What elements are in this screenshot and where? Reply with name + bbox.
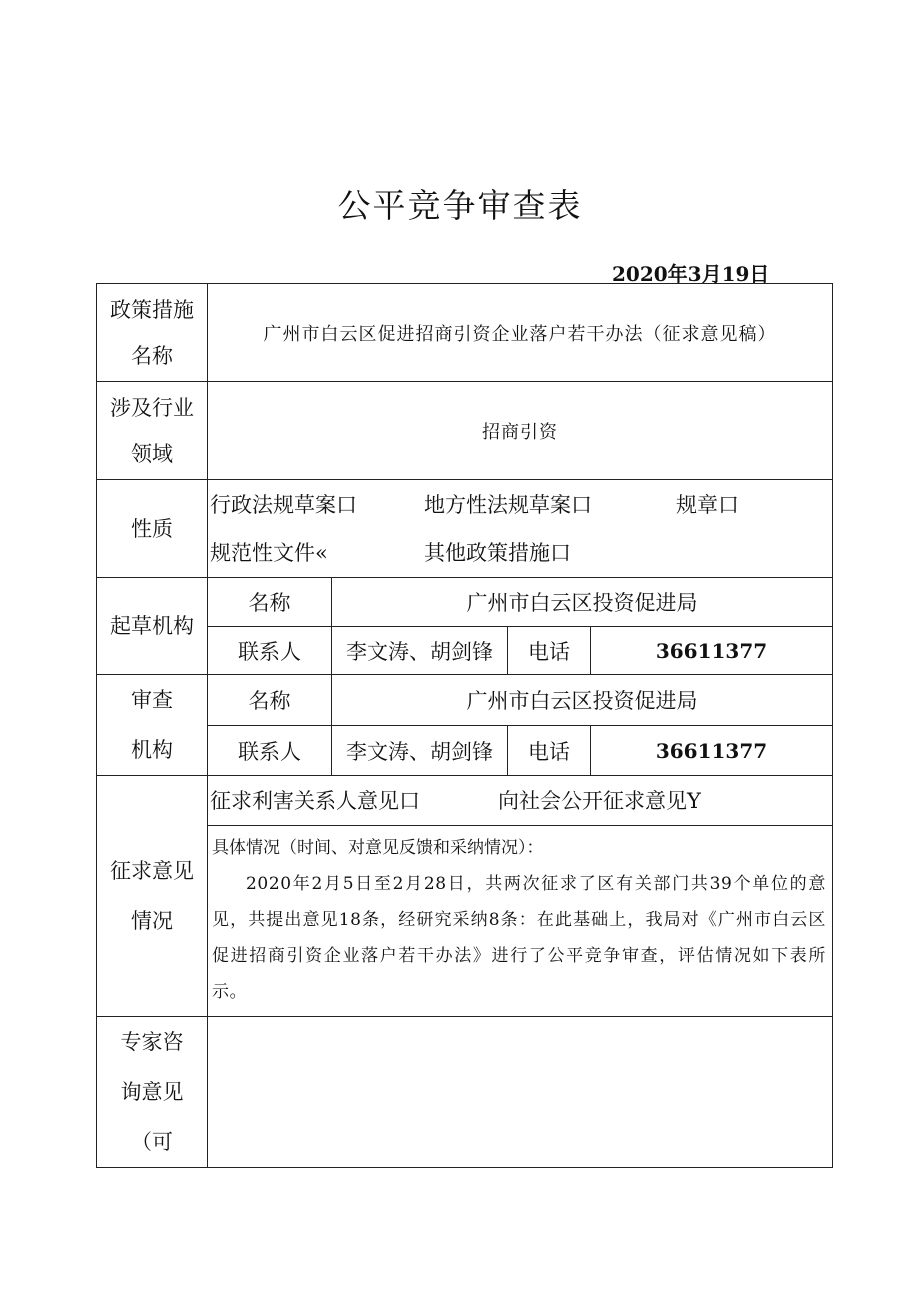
review-name-label: 名称 — [208, 675, 332, 726]
policy-name-value: 广州市白云区促进招商引资企业落户若干办法（征求意见稿） — [208, 284, 833, 382]
row-consultation-detail — [97, 826, 833, 1017]
nature-option-other-measures[interactable]: 其他政策措施口 — [424, 540, 571, 565]
consultation-options — [208, 776, 833, 826]
review-form-table — [96, 283, 833, 1168]
row-policy-name — [97, 284, 833, 382]
row-drafting-name — [97, 578, 833, 627]
consultation-label: 征求意见 情况 — [97, 776, 208, 1017]
drafting-phone-value: 36611377 — [591, 627, 833, 675]
row-consultation-options — [97, 776, 833, 826]
expert-label: 专家咨 询意见 （可 — [97, 1017, 208, 1168]
industry-value: 招商引资 — [208, 382, 833, 480]
review-contact-value: 李文涛、胡剑锋 — [332, 726, 508, 776]
nature-option-normative-document[interactable]: 规范性文件« — [210, 540, 328, 565]
page-title: 公平竞争审查表 — [337, 186, 583, 225]
consult-option-stakeholders[interactable]: 征求利害关系人意见口 — [210, 788, 420, 813]
consultation-detail — [208, 826, 833, 1017]
drafting-contact-label: 联系人 — [208, 627, 332, 675]
nature-label: 性质 — [97, 480, 208, 578]
consult-option-public[interactable]: 向社会公开征求意见Y — [498, 788, 701, 813]
nature-option-rules[interactable]: 规章口 — [676, 492, 739, 517]
review-contact-label: 联系人 — [208, 726, 332, 776]
nature-option-admin-regulation[interactable]: 行政法规草案口 — [210, 492, 357, 517]
nature-options — [208, 480, 833, 578]
row-expert — [97, 1017, 833, 1168]
drafting-phone-label: 电话 — [508, 627, 591, 675]
drafting-contact-value: 李文涛、胡剑锋 — [332, 627, 508, 675]
expert-value — [208, 1017, 833, 1168]
drafting-name-label: 名称 — [208, 578, 332, 627]
row-review-name — [97, 675, 833, 726]
industry-label: 涉及行业 领域 — [97, 382, 208, 480]
row-review-contact — [97, 726, 833, 776]
consultation-detail-body: 2020年2月5日至2月28日，共两次征求了区有关部门共39个单位的意见，共提出意见18条，经研究采纳8条：在此基础上，我局对《广州市白云区促进招商引资企业落户若干办法》进行了公平竞争审查，评估情况如下表所示。 — [212, 874, 826, 1002]
row-industry — [97, 382, 833, 480]
review-agency-label: 审查 机构 — [97, 675, 208, 776]
nature-option-local-regulation[interactable]: 地方性法规草案口 — [424, 492, 592, 517]
date-label: 2020年3月19日 — [612, 262, 770, 286]
row-nature — [97, 480, 833, 578]
review-phone-value: 36611377 — [591, 726, 833, 776]
consultation-detail-heading: 具体情况（时间、对意见反馈和采纳情况）： — [212, 838, 544, 858]
policy-name-label: 政策措施 名称 — [97, 284, 208, 382]
review-name-value: 广州市白云区投资促进局 — [332, 675, 833, 726]
drafting-name-value: 广州市白云区投资促进局 — [332, 578, 833, 627]
review-phone-label: 电话 — [508, 726, 591, 776]
drafting-agency-label: 起草机构 — [97, 578, 208, 675]
row-drafting-contact — [97, 627, 833, 675]
